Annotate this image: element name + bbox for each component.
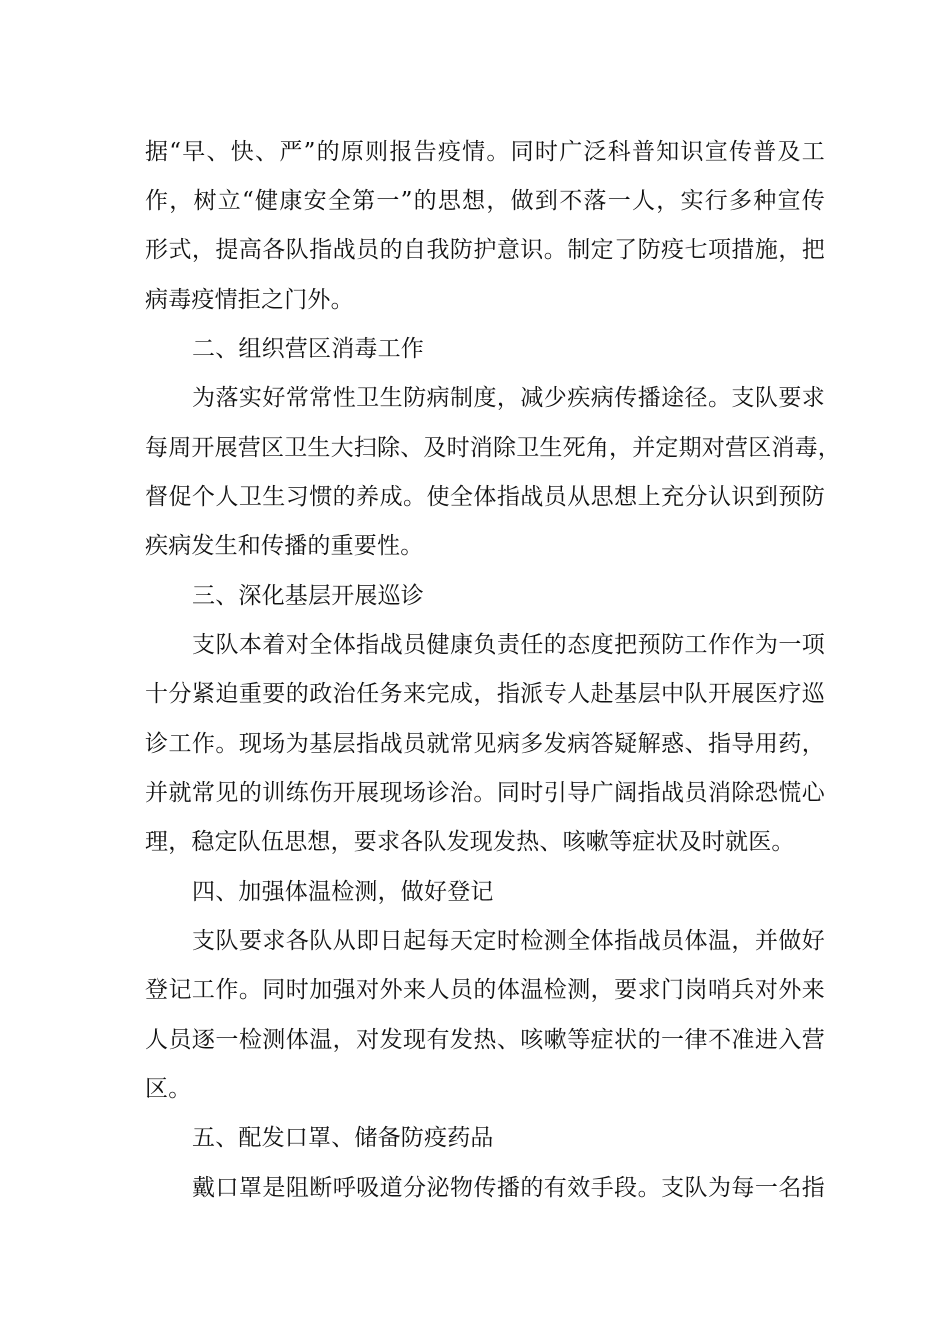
section-heading-3: 三、深化基层开展巡诊 — [192, 583, 424, 609]
body-text-line: 支队本着对全体指战员健康负责任的态度把预防工作作为一项 — [192, 632, 825, 658]
body-text-line: 支队要求各队从即日起每天定时检测全体指战员体温，并做好 — [192, 928, 825, 954]
body-text-line: 疾病发生和传播的重要性。 — [145, 533, 424, 559]
body-text-line: 每周开展营区卫生大扫除、及时消除卫生死角，并定期对营区消毒， — [145, 435, 841, 461]
body-text-line: 作，树立“健康安全第一”的思想，做到不落一人，实行多种宣传 — [145, 188, 825, 214]
body-text-line: 戴口罩是阻断呼吸道分泌物传播的有效手段。支队为每一名指 — [192, 1175, 825, 1201]
section-heading-4: 四、加强体温检测，做好登记 — [192, 879, 494, 905]
body-text-line: 并就常见的训练伤开展现场诊治。同时引导广阔指战员消除恐慌心 — [145, 780, 825, 806]
body-text-line: 诊工作。现场为基层指战员就常见病多发病答疑解惑、指导用药， — [145, 731, 825, 757]
body-text-line: 登记工作。同时加强对外来人员的体温检测，要求门岗哨兵对外来 — [145, 977, 825, 1003]
body-text-line: 区。 — [145, 1076, 192, 1102]
body-text-line: 理，稳定队伍思想，要求各队发现发热、咳嗽等症状及时就医。 — [145, 829, 795, 855]
body-text-line: 人员逐一检测体温，对发现有发热、咳嗽等症状的一律不准进入营 — [145, 1027, 825, 1053]
body-text-line: 为落实好常常性卫生防病制度，减少疾病传播途径。支队要求 — [192, 385, 825, 411]
body-text-line: 形式，提高各队指战员的自我防护意识。制定了防疫七项措施，把 — [145, 237, 825, 263]
section-heading-2: 二、组织营区消毒工作 — [192, 336, 424, 362]
body-text-line: 督促个人卫生习惯的养成。使全体指战员从思想上充分认识到预防 — [145, 484, 825, 510]
body-text-line: 病毒疫情拒之门外。 — [145, 287, 354, 313]
body-text-line: 据“早、快、严”的原则报告疫情。同时广泛科普知识宣传普及工 — [145, 139, 825, 165]
body-text-line: 十分紧迫重要的政治任务来完成，指派专人赴基层中队开展医疗巡 — [145, 681, 825, 707]
section-heading-5: 五、配发口罩、储备防疫药品 — [192, 1125, 494, 1151]
